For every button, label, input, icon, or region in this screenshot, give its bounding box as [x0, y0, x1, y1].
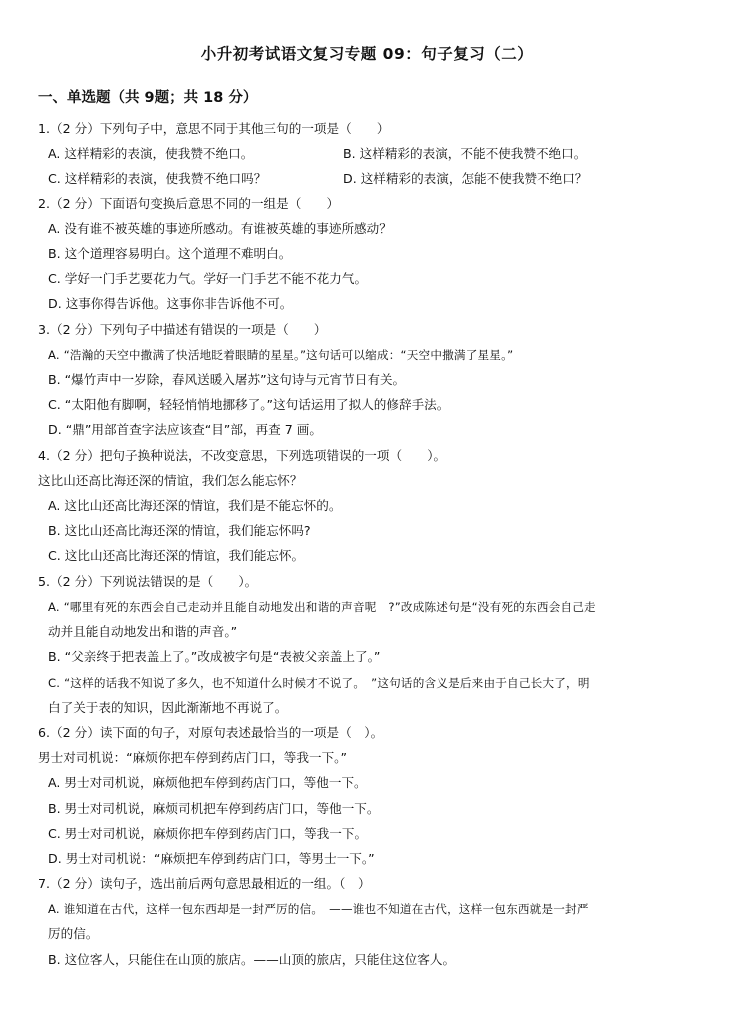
question-6-option-c[interactable]: C. 男士对司机说，麻烦你把车停到药店门口，等我一下。: [48, 826, 368, 841]
question-5-option-a[interactable]: A. “哪里有死的东西会自己走动并且能自动地发出和谐的声音呢 ?”改成陈述句是“没有死的东西会自己走: [48, 600, 596, 614]
question-6-option-b[interactable]: B. 男士对司机说，麻烦司机把车停到药店门口，等他一下。: [48, 801, 380, 816]
question-1-option-b[interactable]: B. 这样精彩的表演，不能不使我赞不绝口。: [343, 146, 587, 161]
question-6-option-d[interactable]: D. 男士对司机说：“麻烦把车停到药店门口，等男士一下。”: [48, 851, 375, 866]
question-2-option-b[interactable]: B. 这个道理容易明白。这个道理不难明白。: [48, 246, 292, 261]
question-3-option-d[interactable]: D. “鼎”用部首查字法应该查“目”部，再查 7 画。: [48, 422, 322, 437]
question-7-option-a[interactable]: A. 谁知道在古代，这样一包东西却是一封严厉的信。 ——谁也不知道在古代，这样一包东西就是一封严: [48, 902, 589, 916]
question-3-option-c[interactable]: C. “太阳他有脚啊，轻轻悄悄地挪移了。”这句话运用了拟人的修辞手法。: [48, 397, 450, 412]
question-5-option-b[interactable]: B. “父亲终于把表盖上了。”改成被字句是“表被父亲盖上了。”: [48, 649, 381, 664]
question-3-stem: 3.（2 分）下列句子中描述有错误的一项是（ ）: [38, 322, 327, 337]
question-7-option-b[interactable]: B. 这位客人，只能住在山顶的旅店。——山顶的旅店，只能住这位客人。: [48, 952, 456, 967]
question-7-option-a-continued: 厉的信。: [48, 926, 99, 941]
question-3-option-b[interactable]: B. “爆竹声中一岁除，春风送暖入屠苏”这句诗与元宵节日有关。: [48, 372, 406, 387]
question-4-given-sentence: 这比山还高比海还深的情谊，我们怎么能忘怀？: [38, 473, 303, 488]
question-4-option-b[interactable]: B. 这比山还高比海还深的情谊，我们能忘怀吗?: [48, 523, 311, 538]
question-5-option-c[interactable]: C. “这样的话我不知说了多久，也不知道什么时候才不说了。 ”这句话的含义是后来由于自己长大了，明: [48, 676, 590, 690]
question-5-option-c-continued: 白了关于表的知识，因此渐渐地不再说了。: [48, 700, 288, 715]
page-title: 小升初考试语文复习专题 09：句子复习（二）: [200, 45, 534, 63]
question-3-option-a[interactable]: A. “浩瀚的天空中撒满了快活地眨着眼睛的星星。”这句话可以缩成：“天空中撒满了星星。”: [48, 348, 514, 362]
question-2-option-c[interactable]: C. 学好一门手艺要花力气。学好一门手艺不能不花力气。: [48, 271, 368, 286]
question-5-option-a-continued: 动并且能自动地发出和谐的声音。”: [48, 624, 238, 639]
question-6-option-a[interactable]: A. 男士对司机说，麻烦他把车停到药店门口，等他一下。: [48, 775, 367, 790]
question-5-stem: 5.（2 分）下列说法错误的是（ ）。: [38, 574, 258, 589]
question-1-option-a[interactable]: A. 这样精彩的表演，使我赞不绝口。: [48, 146, 254, 161]
section-heading: 一、单选题（共 9题；共 18 分）: [38, 90, 258, 106]
question-4-option-a[interactable]: A. 这比山还高比海还深的情谊，我们是不能忘怀的。: [48, 498, 342, 513]
question-2-stem: 2.（2 分）下面语句变换后意思不同的一组是（ ）: [38, 196, 340, 211]
question-6-stem: 6.（2 分）读下面的句子，对原句表述最恰当的一项是（ ）。: [38, 725, 384, 740]
question-6-given-sentence: 男士对司机说：“麻烦你把车停到药店门口，等我一下。”: [38, 750, 347, 765]
question-2-option-d[interactable]: D. 这事你得告诉他。这事你非告诉他不可。: [48, 296, 293, 311]
question-1-stem: 1.（2 分）下列句子中，意思不同于其他三句的一项是（ ）: [38, 121, 390, 136]
question-4-option-c[interactable]: C. 这比山还高比海还深的情谊，我们能忘怀。: [48, 548, 305, 563]
question-2-option-a[interactable]: A. 没有谁不被英雄的事迹所感动。有谁被英雄的事迹所感动？: [48, 221, 392, 236]
question-1-option-c[interactable]: C. 这样精彩的表演，使我赞不绝口吗？: [48, 171, 267, 186]
question-7-stem: 7.（2 分）读句子，选出前后两句意思最相近的一组。（ ）: [38, 876, 371, 891]
question-4-stem: 4.（2 分）把句子换种说法，不改变意思，下列选项错误的一项（ ）。: [38, 448, 447, 463]
question-1-option-d[interactable]: D. 这样精彩的表演，怎能不使我赞不绝口？: [343, 171, 588, 186]
